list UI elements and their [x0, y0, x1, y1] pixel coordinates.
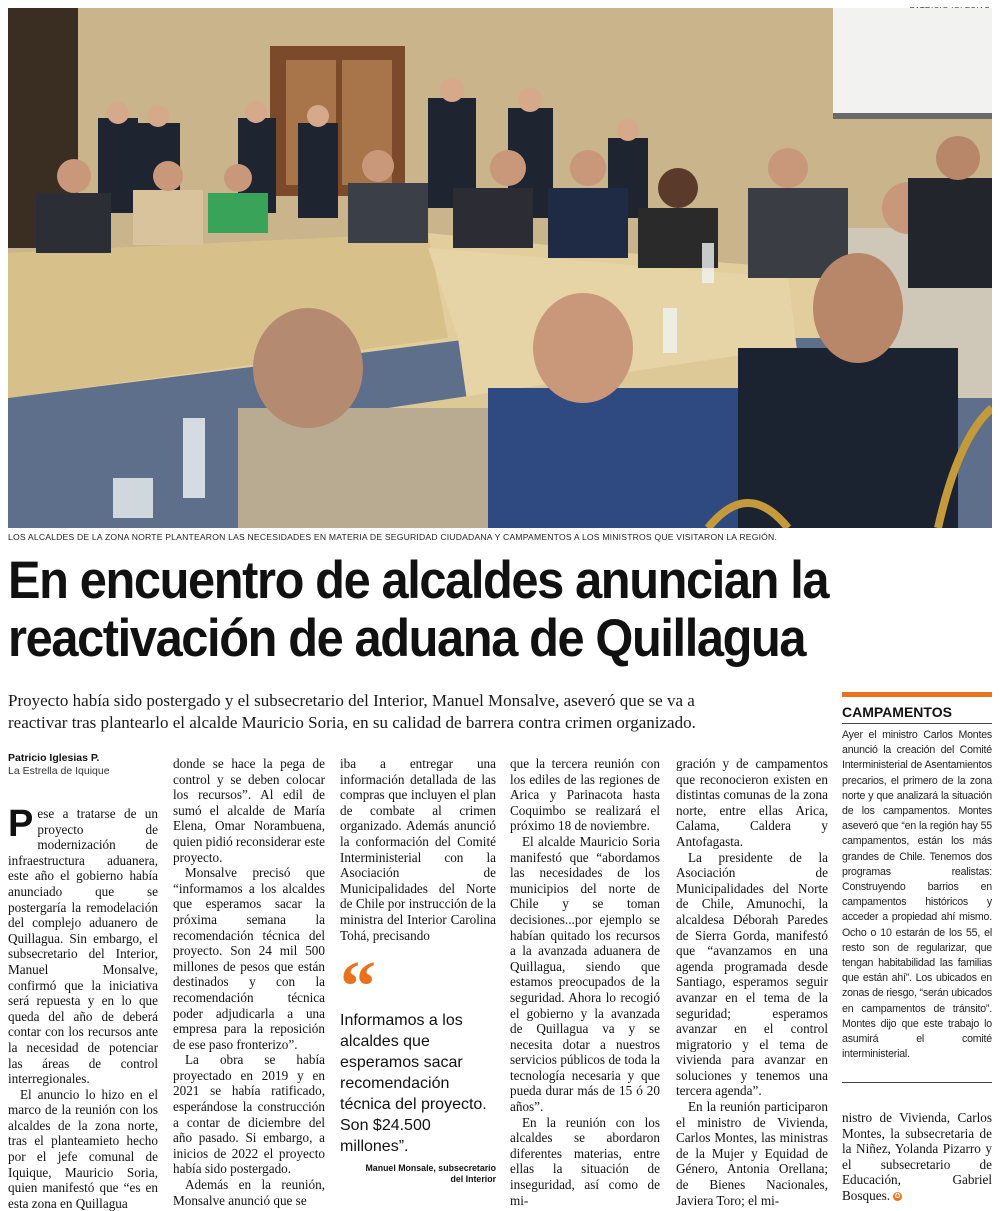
- sidebar-body: [842, 728, 992, 1062]
- deck-line-1: Proyecto había sido postergado y el subsecretario del Interior, Manuel Monsalve, aseveró que se va a: [8, 691, 695, 710]
- paragraph: Monsalve precisó que “informamos a los alcaldes que esperamos sacar la próxima semana la recomendación técnica del proyecto. Son 24 mil 500 millones de pesos que están destinados y con la recomendación técnica poder adjudicarla a una empresa para la reposición de ese paso fronterizo”.: [173, 865, 325, 1052]
- pull-quote-attribution: [340, 1163, 496, 1185]
- article-column-4: [510, 756, 660, 1208]
- paragraph: En la reunión participaron el ministro de Vivienda, Carlos Montes, las ministras de la Mujer y Equidad de Género, Antonia Orellana; de Bienes Nacionales, Javiera Toro; el mi-: [676, 1099, 828, 1208]
- paragraph: En la reunión con los alcaldes se abordaron diferentes materias, entre ellas la situación de inseguridad, así como de mi-: [510, 1114, 660, 1208]
- drop-cap: P: [8, 803, 34, 845]
- photo-caption: LOS ALCALDES DE LA ZONA NORTE PLANTEARON LAS NECESIDADES EN MATERIA DE SEGURIDAD CIUDADANA Y CAMPAMENTOS A LOS MINISTROS QUE VISITARON LA REGIÓN.: [8, 532, 778, 542]
- paragraph: La obra se había proyectado en 2019 y en 2021 se había ratificado, esperándose la construcción a contar de diciembre del año pasado. Si embargo, a inicios de 2022 el proyecto había sido postergado.: [173, 1052, 325, 1177]
- paragraph: El anuncio lo hizo en el marco de la reunión con los alcaldes de la zona norte, tras el planteamieto hecho por el jefe comunal de Iquique, Mauricio Soria, quien manifestó que “es en esta zona en Quillagua: [8, 1086, 158, 1211]
- byline-author: Patricio Iglesias P.: [8, 752, 100, 764]
- byline: [8, 752, 110, 778]
- deck-subtitle: [8, 690, 833, 734]
- byline-outlet: La Estrella de Iquique: [8, 765, 110, 777]
- meeting-photo-illustration: [8, 8, 992, 528]
- paragraph: Además en la reunión, Monsalve anunció que se: [173, 1177, 325, 1208]
- sidebar-accent-bar: [842, 692, 992, 697]
- article-column-3: [340, 756, 496, 943]
- sidebar-text: Ayer el ministro Carlos Montes anunció la creación del Comité Interministerial de Asentamientos precarios, el primero de la zona norte y que analizará la situación de los campamentos. Montes aseveró que “en la región hay 55 campamentos, están los más grandes de Chile. Tenemos dos programas realistas: Construyendo barrios en campamentos históricos y acceder a propiedad ahí mismo. Ocho o 10 estarán de los 55, el resto son de regularizar, que tengan habitabilidad las familias que están ahí”. Los ubicados en zonas de riesgo, “serán ubicados en campamentos de tránsito”. Montes dijo que este trabajo lo asumirá el comité interministerial.: [842, 729, 992, 1061]
- paragraph: iba a entregar una información detallada de las compras que incluyen el plan de combate al crimen organizado. Además anunció la conformación del Comité Interministerial con la Asociación de Municipalidades del Norte de Chile por instrucción de la ministra del Interior Carolina Tohá, precisando: [340, 756, 496, 943]
- paragraph: La presidente de la Asociación de Municipalidades del Norte de Chile, Amunochi, la alcaldesa Déborah Paredes de Sierra Gorda, manifestó que “avanzamos en una agenda programada desde Santiago, esperamos seguir avanzar en el tema de la seguridad; esperamos avanzar en el control migratorio y el tema de vivienda para avanzar en soluciones y tenemos una tercera agenda”.: [676, 849, 828, 1099]
- quote-mark-icon: “: [340, 946, 376, 1026]
- paragraph: [8, 803, 158, 1087]
- deck-line-2: reactivar tras plantearlo el alcalde Mauricio Soria, en su calidad de barrera contra crimen organizado.: [8, 713, 696, 732]
- pull-quote: [340, 946, 496, 1185]
- headline: [8, 552, 919, 668]
- sidebar-divider: [842, 723, 992, 724]
- headline-line-1: En encuentro de alcaldes anuncian la: [8, 551, 829, 610]
- paragraph: donde se hace la pega de control y se deben colocar los recursos”. Al edil de sumó el alcalde de María Elena, Omar Norambuena, quien pidió reconsiderar este proyecto.: [173, 756, 325, 865]
- paragraph: que la tercera reunión con los ediles de las regiones de Arica y Parinacota hasta Coquimbo se realizará el próximo 18 de noviembre.: [510, 756, 660, 834]
- paragraph-text: ese a tratarse de un proyecto de modernización de infraestructura aduanera, este año el gobierno había anunciado que se postergaría la remodelación del complejo aduanero de Quillagua. Sin embargo, el subsecretario del Interior, Manuel Monsalve, confirmó que la iniciativa será repuesta y en lo que queda del año de deberá contar con los recursos ante la necesidad de potenciar las áreas de control interregionales.: [8, 806, 158, 1087]
- article-column-5: [676, 756, 828, 1208]
- paragraph: [842, 1110, 992, 1204]
- article-column-6: [842, 1110, 992, 1204]
- sidebar-title: CAMPAMENTOS: [842, 704, 952, 720]
- pull-quote-text: Informamos a los alcaldes que esperamos sacar recomendación técnica del proyecto. Son $24.500 millones”.: [340, 1012, 487, 1155]
- meeting-photo: [8, 8, 992, 528]
- pull-quote-attribution-line-2: del Interior: [450, 1174, 496, 1184]
- headline-line-2: reactivación de aduana de Quillagua: [8, 609, 806, 668]
- star-end-icon: ✪: [894, 1192, 901, 1201]
- article-column-1: [8, 803, 158, 1211]
- paragraph: gración y de campamentos que reconocieron existen en distintas comunas de la zona norte, entre ellas Arica, Calama, Caldera y Antofagasta.: [676, 756, 828, 849]
- paragraph-text: nistro de Vivienda, Carlos Montes, la subsecretaria de la Niñez, Yolanda Pizarro y el subsecretario de Educación, Gabriel Bosques.: [842, 1110, 992, 1203]
- pull-quote-attribution-line-1: Manuel Monsale, subsecretario: [365, 1163, 496, 1173]
- sidebar-end-divider: [842, 1082, 992, 1083]
- article-column-2: [173, 756, 325, 1208]
- paragraph: El alcalde Mauricio Soria manifestó que “abordamos las necesidades de los municipios del norte de Chile y se toman decisiones...por ejemplo se habían quitado los recursos a la avanzada aduanera de Quillagua, siendo que estamos preocupados de la seguridad. Ahora lo recogió el gobierno y la avanzada de Quillagua va y se necesita dotar a nuestros servicios públicos de toda la tecnología necesaria y que pueda durar más de 15 ó 20 años”.: [510, 833, 660, 1115]
